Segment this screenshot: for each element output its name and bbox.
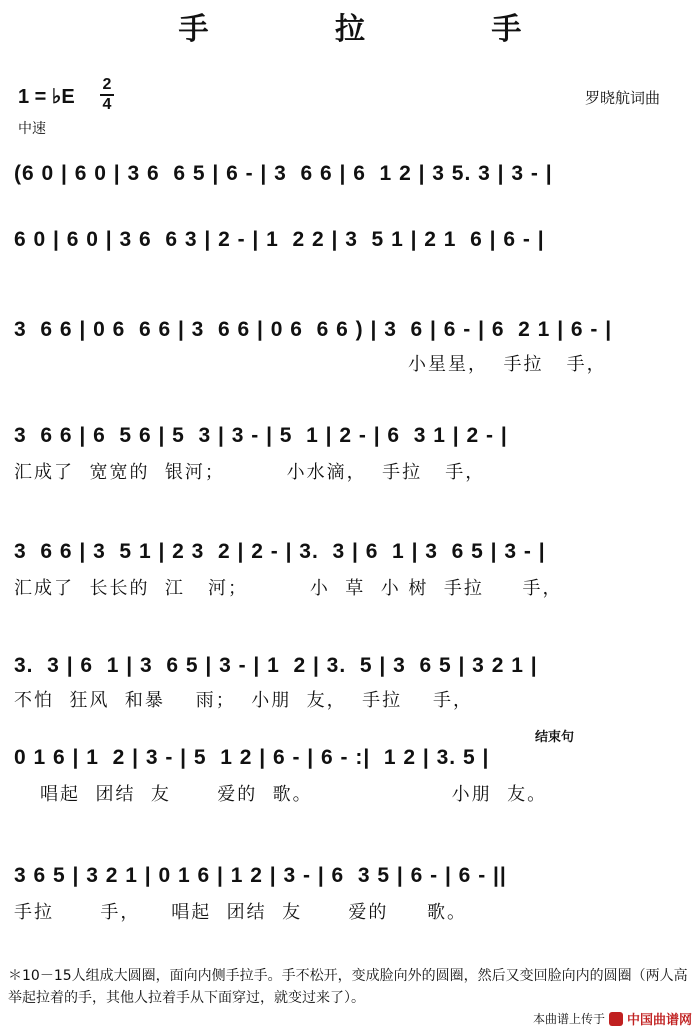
- song-title: 手 拉 手: [178, 12, 580, 47]
- score-line-8: 3 6 5 | 3 2 1 | 0 1 6 | 1 2 | 3 - | 6 3 5 | 6 - | 6 - ||: [14, 864, 507, 887]
- ending-label: 结束句: [535, 730, 575, 745]
- performance-footnote: ＊10－15人组成大圆圈，面向内侧手拉手。手不松开，变成脸向外的圆圈，然后又变回脸向内的圆圈（两人高举起拉着的手，其他人拉着手从下面穿过，就变过来了）。: [8, 968, 688, 1006]
- lyric-line-4: 汇成了 宽宽的 银河； 小水滴， 手拉 手，: [14, 462, 486, 483]
- score-line-3: 3 6 6 | 0 6 6 6 | 3 6 6 | 0 6 6 6 ) | 3 6 | 6 - | 6 2 1 | 6 - |: [14, 318, 613, 341]
- site-footer: [533, 1009, 692, 1028]
- key-signature: 1 = ♭E: [18, 86, 75, 108]
- footer-text: 本曲谱上传于: [532, 1012, 605, 1026]
- site-logo-text[interactable]: 中国曲谱网: [626, 1013, 692, 1028]
- site-logo-icon: [609, 1012, 623, 1026]
- lyric-line-6: 不怕 狂风 和暴 雨； 小朋 友， 手拉 手，: [14, 690, 473, 711]
- lyric-line-3: 小星星， 手拉 手，: [408, 354, 607, 375]
- score-line-2: 6 0 | 6 0 | 3 6 6 3 | 2 - | 1 2 2 | 3 5 1 | 2 1 6 | 6 - |: [14, 228, 545, 251]
- lyric-line-7: 唱起 团结 友 爱的 歌。 小朋 友。: [40, 784, 548, 805]
- score-line-5: 3 6 6 | 3 5 1 | 2 3 2 | 2 - | 3. 3 | 6 1 | 3 6 5 | 3 - |: [14, 540, 546, 563]
- meter-bottom: 4: [102, 96, 112, 113]
- lyric-line-5: 汇成了 长长的 江 河； 小 草 小 树 手拉 手，: [14, 578, 563, 599]
- meter-top: 2: [102, 76, 112, 93]
- lyric-line-8: 手拉 手， 唱起 团结 友 爱的 歌。: [14, 902, 468, 923]
- score-line-7: 0 1 6 | 1 2 | 3 - | 5 1 2 | 6 - | 6 - :| 1 2 | 3. 5 |: [14, 746, 490, 769]
- author-credit: 罗晓航词曲: [585, 89, 661, 107]
- score-line-1: (6 0 | 6 0 | 3 6 6 5 | 6 - | 3 6 6 | 6 1 2 | 3 5. 3 | 3 - |: [14, 162, 553, 185]
- score-line-6: 3. 3 | 6 1 | 3 6 5 | 3 - | 1 2 | 3. 5 | 3 6 5 | 3 2 1 |: [14, 654, 538, 677]
- tempo-marking: 中速: [18, 121, 46, 137]
- time-signature: [100, 76, 114, 114]
- score-line-4: 3 6 6 | 6 5 6 | 5 3 | 3 - | 5 1 | 2 - | 6 3 1 | 2 - |: [14, 424, 508, 447]
